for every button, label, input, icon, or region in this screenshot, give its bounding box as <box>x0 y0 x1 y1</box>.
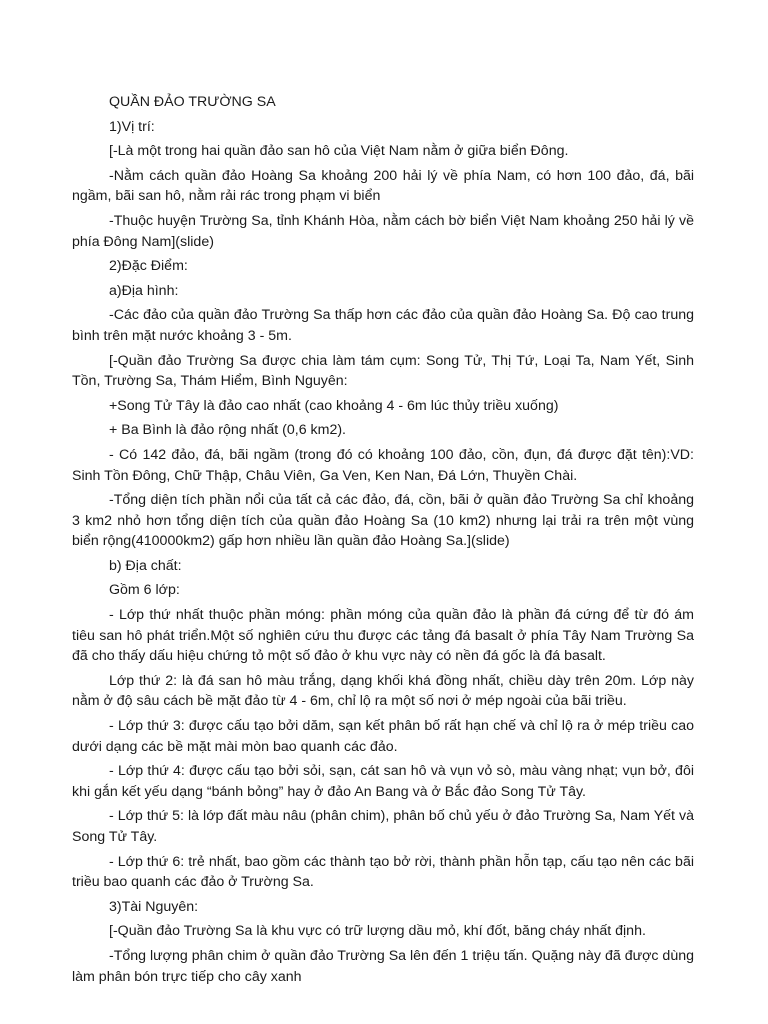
paragraph: -Tổng lượng phân chim ở quần đảo Trường Sa lên đến 1 triệu tấn. Quặng này đã được dùng làm phân bón trực tiếp cho cây xanh <box>72 947 694 985</box>
paragraph: - Lớp thứ 6: trẻ nhất, bao gồm các thành tạo bở rời, thành phần hỗn tạp, cấu tạo nên các bãi triều bao quanh các đảo ở Trường Sa. <box>72 853 694 891</box>
subsection-heading-geology: b) Địa chất: <box>109 557 182 574</box>
paragraph: -Các đảo của quần đảo Trường Sa thấp hơn các đảo của quần đảo Hoàng Sa. Độ cao trung bình trên mặt nước khoảng 3 - 5m. <box>72 307 694 344</box>
paragraph: - Lớp thứ 5: là lớp đất màu nâu (phân chim), phân bố chủ yếu ở đảo Trường Sa, Nam Yết và Song Tử Tây. <box>72 808 694 845</box>
section-heading-location: 1)Vị trí: <box>109 118 155 135</box>
paragraph: - Có 142 đảo, đá, bãi ngầm (trong đó có khoảng 100 đảo, cồn, đụn, đá được đặt tên):VD: Sinh Tồn Đông, Chữ Thập, Châu Viên, Ga Ven, Ken Nan, Đá Lớn, Thuyền Chài. <box>72 446 694 484</box>
paragraph: - Lớp thứ nhất thuộc phần móng: phần móng của quần đảo là phần đá cứng để từ đó ám tiêu san hô phát triển.Một số nghiên cứu thu được các tảng đá basalt ở phía Tây Nam Trường Sa đã cho thấy dấu hiệu chứng tỏ một số đảo ở khu vực này có nền đá gốc là đá basalt. <box>72 607 694 665</box>
paragraph: [-Quần đảo Trường Sa là khu vực có trữ lượng dầu mỏ, khí đốt, băng cháy nhất định. <box>109 923 646 940</box>
section-heading-features: 2)Đặc Điểm: <box>109 258 188 275</box>
paragraph: [-Quần đảo Trường Sa được chia làm tám cụm: Song Tử, Thị Tứ, Loại Ta, Nam Yết, Sinh Tồn, Trường Sa, Thám Hiểm, Bình Nguyên: <box>72 352 694 390</box>
paragraph: + Ba Bình là đảo rộng nhất (0,6 km2). <box>109 422 346 439</box>
paragraph: -Thuộc huyện Trường Sa, tỉnh Khánh Hòa, nằm cách bờ biển Việt Nam khoảng 250 hải lý về phía Đông Nam](slide) <box>72 212 694 250</box>
paragraph: -Nằm cách quần đảo Hoàng Sa khoảng 200 hải lý về phía Nam, có hơn 100 đảo, đá, bãi ngầm, bãi san hô, nằm rải rác trong phạm vi biển <box>72 167 694 205</box>
paragraph: - Lớp thứ 4: được cấu tạo bởi sỏi, sạn, cát san hô và vụn vỏ sò, màu vàng nhạt; vụn bở, đôi khi gắn kết yếu dạng “bánh bỏng” hay ở đảo An Bang và ở Bắc đảo Song Tử Tây. <box>72 763 694 800</box>
document-title: QUẦN ĐẢO TRƯỜNG SA <box>109 94 276 110</box>
paragraph: [-Là một trong hai quần đảo san hô của Việt Nam nằm ở giữa biển Đông. <box>109 143 569 160</box>
subsection-heading-terrain: a)Địa hình: <box>109 282 179 299</box>
paragraph: -Tổng diện tích phần nổi của tất cả các đảo, đá, cồn, bãi ở quần đảo Trường Sa chỉ khoảng 3 km2 nhỏ hơn tổng diện tích của quần đảo Hoàng Sa (10 km2) nhưng lại trải ra trên một vùng biển rộng(410000km2) gấp hơn nhiều lần quần đảo Hoàng Sa.](slide) <box>72 492 694 550</box>
paragraph: +Song Tử Tây là đảo cao nhất (cao khoảng 4 - 6m lúc thủy triều xuống) <box>109 397 559 414</box>
paragraph: Gồm 6 lớp: <box>109 582 180 599</box>
section-heading-resources: 3)Tài Nguyên: <box>109 898 199 915</box>
document-page <box>72 92 694 987</box>
paragraph: Lớp thứ 2: là đá san hô màu trắng, dạng khối khá đồng nhất, chiều dày trên 20m. Lớp này nằm ở độ sâu cách bề mặt đảo từ 4 - 6m, chỉ lộ ra một số nơi ở mép ngoài của bãi triều. <box>72 672 694 710</box>
paragraph: - Lớp thứ 3: được cấu tạo bởi dăm, sạn kết phân bố rất hạn chế và chỉ lộ ra ở mép triều cao dưới dạng các bề mặt mài mòn bao quanh các đảo. <box>72 718 694 755</box>
